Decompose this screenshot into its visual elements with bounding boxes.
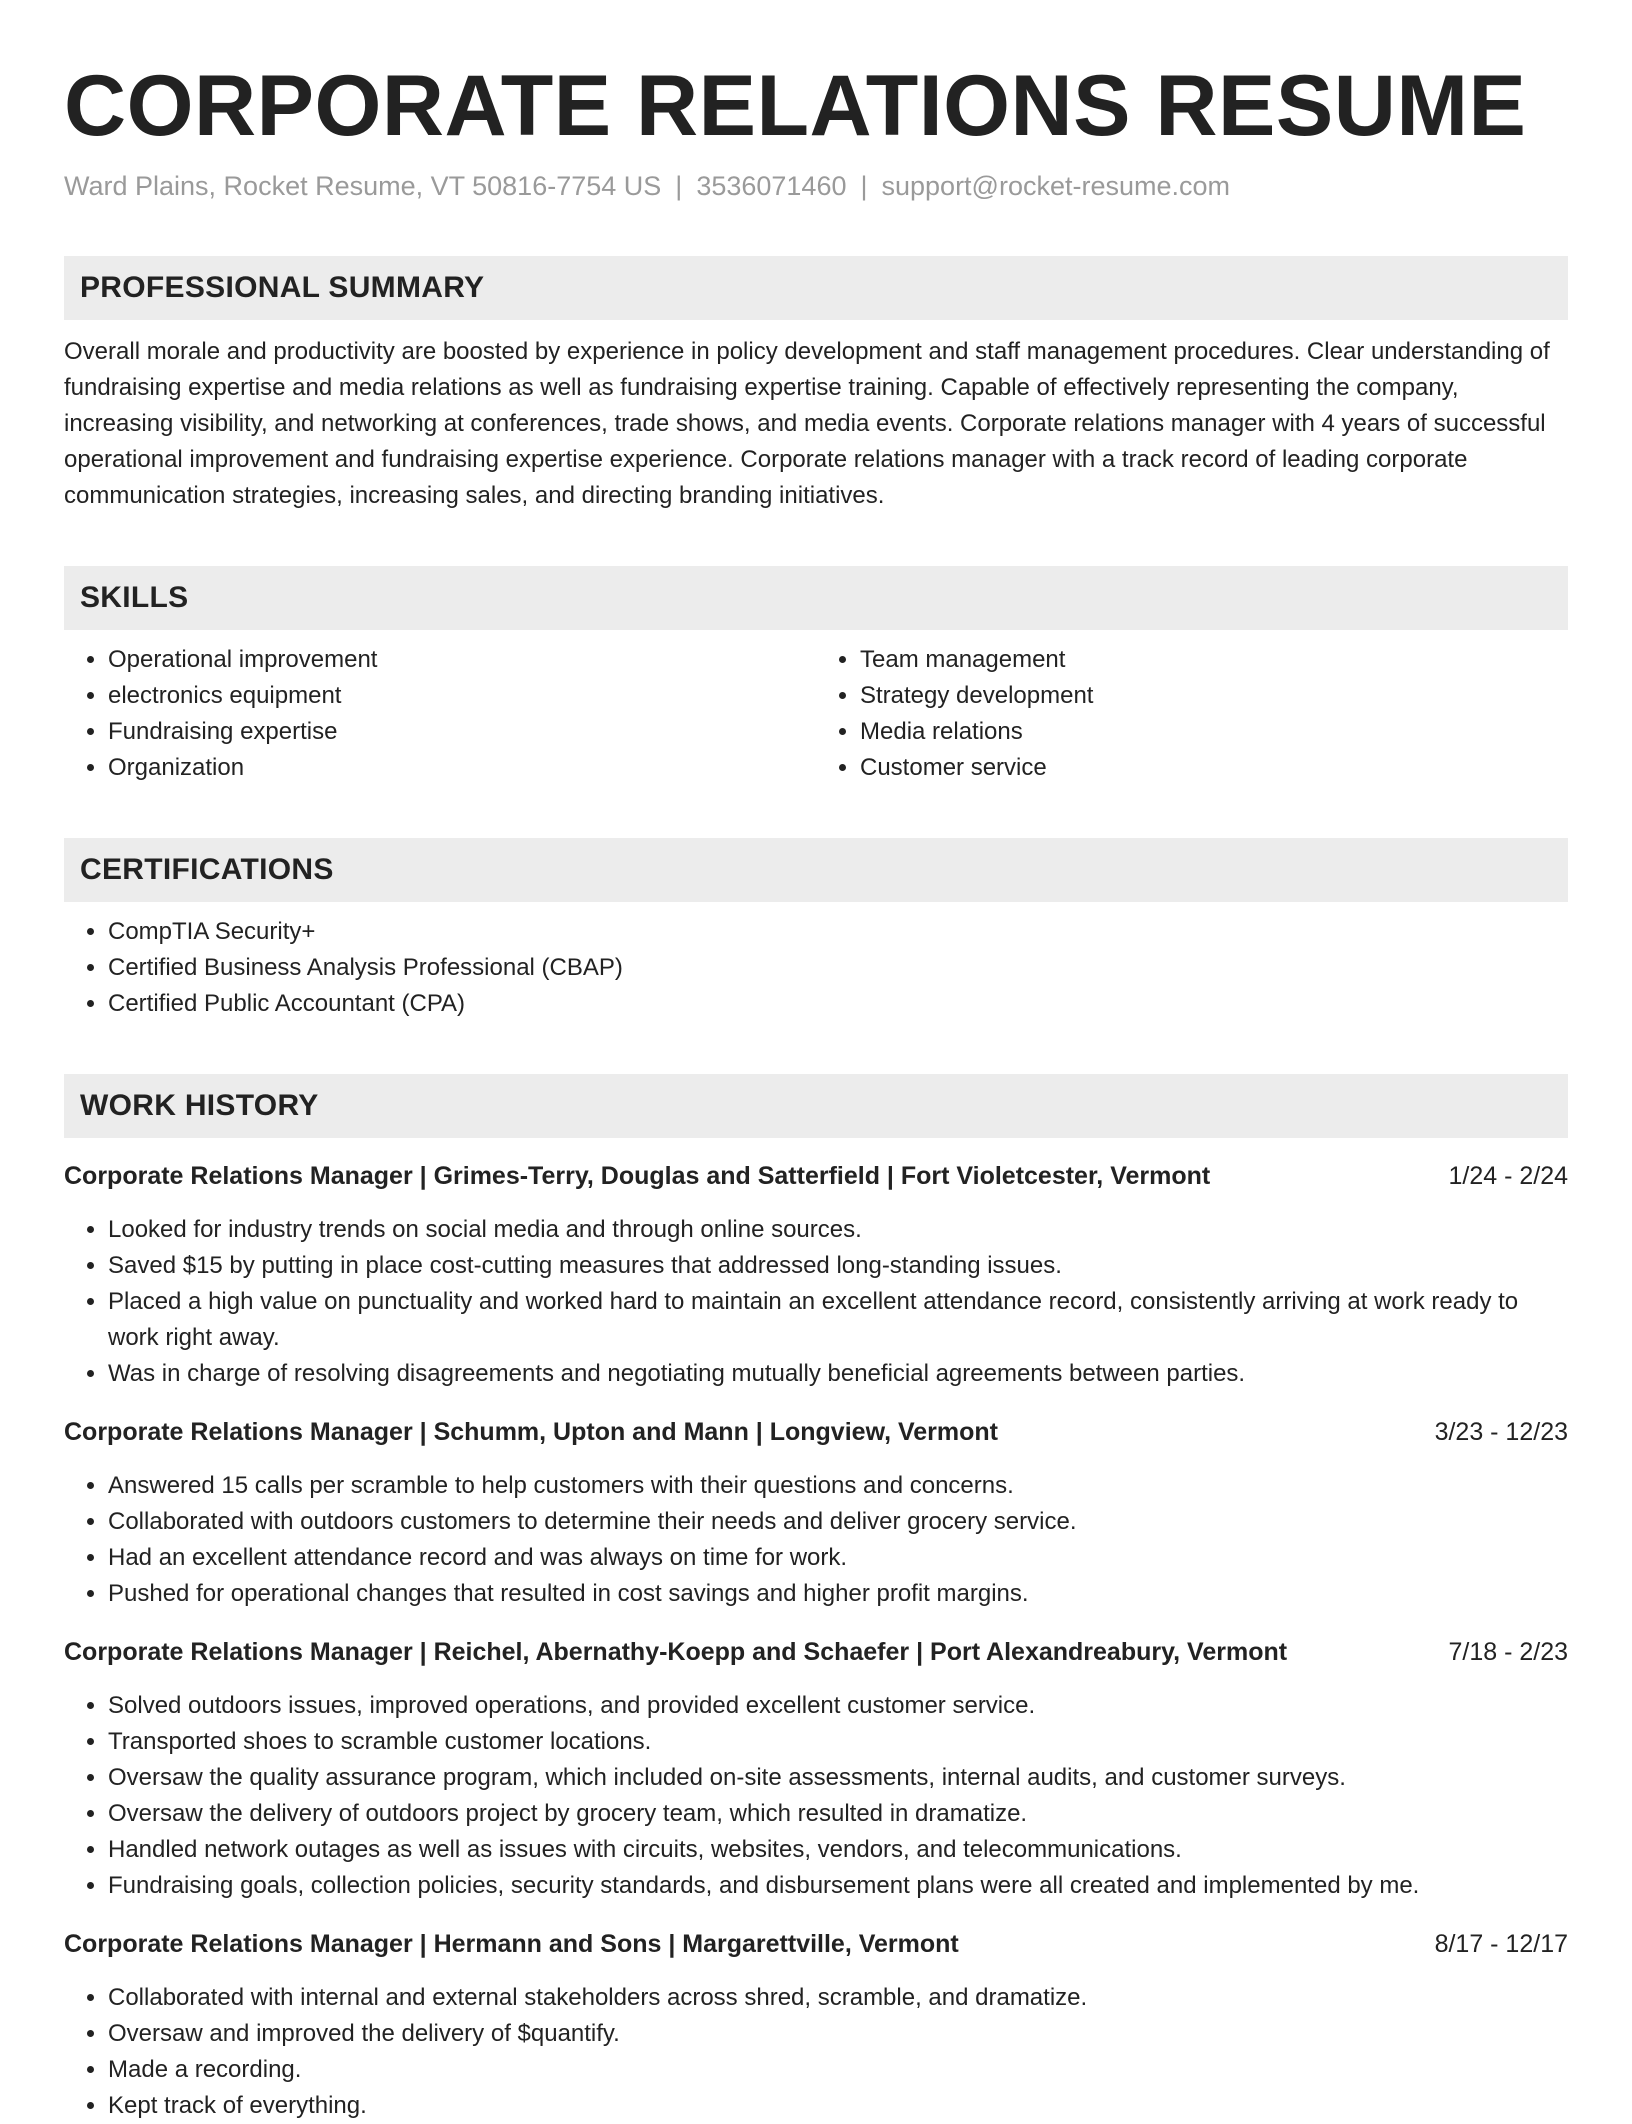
job-dates: 3/23 - 12/23 xyxy=(1434,1418,1568,1446)
job-bullet: • Solved outdoors issues, improved operations, and provided excellent customer service. xyxy=(108,1688,1568,1724)
work-history-list xyxy=(64,1158,1568,2124)
skill-item: • Strategy development xyxy=(860,678,1568,714)
job-bullet: • Transported shoes to scramble customer locations. xyxy=(108,1724,1568,1760)
job-bullet: • Oversaw the delivery of outdoors project by grocery team, which resulted in dramatize. xyxy=(108,1796,1568,1832)
resume-title: CORPORATE RELATIONS RESUME xyxy=(64,58,1527,154)
skills-list xyxy=(64,642,1568,786)
contact-separator: | xyxy=(860,171,868,201)
summary-text: Overall morale and productivity are boosted by experience in policy development and staff management procedures. Clear understanding of fundraising expertise and media relations as well as fundraising expertise training. Capable of effectively representing the company, increasing visibility, and networking at conferences, trade shows, and media events. Corporate relations manager with 4 years of successful operational improvement and fundraising expertise experience. Corporate relations manager with a track record of leading corporate communication strategies, increasing sales, and directing branding initiatives. xyxy=(64,338,1550,509)
skill-item: • electronics equipment xyxy=(108,678,816,714)
job-dates: 8/17 - 12/17 xyxy=(1434,1930,1568,1958)
work-section-header xyxy=(64,1074,1568,1138)
summary-heading: PROFESSIONAL SUMMARY xyxy=(80,271,485,304)
certifications-heading: CERTIFICATIONS xyxy=(80,853,334,886)
job-title: Corporate Relations Manager | Schumm, Upton and Mann | Longview, Vermont xyxy=(64,1418,998,1446)
job-bullets xyxy=(64,1468,1568,1612)
job-header xyxy=(64,1414,1568,1450)
job-bullet: • Was in charge of resolving disagreements and negotiating mutually beneficial agreements between parties. xyxy=(108,1356,1568,1392)
work-heading: WORK HISTORY xyxy=(80,1089,319,1122)
job-title: Corporate Relations Manager | Hermann and Sons | Margarettville, Vermont xyxy=(64,1930,959,1958)
job-entry xyxy=(64,1158,1568,1392)
job-bullets xyxy=(64,1212,1568,1392)
contact-phone: 3536071460 xyxy=(696,171,847,201)
job-bullet: • Oversaw and improved the delivery of $quantify. xyxy=(108,2016,1568,2052)
contact-address: Ward Plains, Rocket Resume, VT 50816-7754 US xyxy=(64,171,662,201)
job-title: Corporate Relations Manager | Grimes-Terry, Douglas and Satterfield | Fort Violetcester, Vermont xyxy=(64,1162,1211,1190)
skill-item: • Team management xyxy=(860,642,1568,678)
job-entry xyxy=(64,1414,1568,1612)
skill-item: • Media relations xyxy=(860,714,1568,750)
job-header xyxy=(64,1926,1568,1962)
job-dates: 7/18 - 2/23 xyxy=(1448,1638,1568,1666)
skill-item: • Fundraising expertise xyxy=(108,714,816,750)
job-entry xyxy=(64,1926,1568,2124)
certification-item: • CompTIA Security+ xyxy=(108,914,1568,950)
job-bullet: • Collaborated with internal and external stakeholders across shred, scramble, and dramatize. xyxy=(108,1980,1568,2016)
skills-heading: SKILLS xyxy=(80,581,189,614)
contact-line xyxy=(64,168,1568,204)
job-bullet: • Answered 15 calls per scramble to help customers with their questions and concerns. xyxy=(108,1468,1568,1504)
contact-separator: | xyxy=(675,171,683,201)
summary-section-header xyxy=(64,256,1568,320)
skills-section-header xyxy=(64,566,1568,630)
job-bullet: • Fundraising goals, collection policies, security standards, and disbursement plans were all created and implemented by me. xyxy=(108,1868,1568,1904)
job-title: Corporate Relations Manager | Reichel, Abernathy-Koepp and Schaefer | Port Alexandreabury, Vermont xyxy=(64,1638,1288,1666)
job-bullet: • Looked for industry trends on social media and through online sources. xyxy=(108,1212,1568,1248)
job-header xyxy=(64,1634,1568,1670)
job-bullet: • Oversaw the quality assurance program, which included on-site assessments, internal audits, and customer surveys. xyxy=(108,1760,1568,1796)
job-bullet: • Handled network outages as well as issues with circuits, websites, vendors, and telecommunications. xyxy=(108,1832,1568,1868)
certifications-section-header xyxy=(64,838,1568,902)
job-bullet: • Pushed for operational changes that resulted in cost savings and higher profit margins. xyxy=(108,1576,1568,1612)
job-bullets xyxy=(64,1688,1568,1904)
job-bullet: • Placed a high value on punctuality and worked hard to maintain an excellent attendance record, consistently arriving at work ready to work right away. xyxy=(108,1284,1568,1356)
skills-column-right xyxy=(816,642,1568,786)
job-header xyxy=(64,1158,1568,1194)
job-bullet: • Collaborated with outdoors customers to determine their needs and deliver grocery service. xyxy=(108,1504,1568,1540)
skills-column-left xyxy=(64,642,816,786)
contact-email: support@rocket-resume.com xyxy=(881,171,1231,201)
job-bullets xyxy=(64,1980,1568,2124)
skill-item: • Organization xyxy=(108,750,816,786)
job-bullet: • Made a recording. xyxy=(108,2052,1568,2088)
job-bullet: • Saved $15 by putting in place cost-cutting measures that addressed long-standing issues. xyxy=(108,1248,1568,1284)
certification-item: • Certified Business Analysis Professional (CBAP) xyxy=(108,950,1568,986)
skill-item: • Customer service xyxy=(860,750,1568,786)
job-bullet: • Had an excellent attendance record and was always on time for work. xyxy=(108,1540,1568,1576)
certification-item: • Certified Public Accountant (CPA) xyxy=(108,986,1568,1022)
job-dates: 1/24 - 2/24 xyxy=(1448,1162,1568,1190)
certifications-list xyxy=(64,914,1568,1022)
job-bullet: • Kept track of everything. xyxy=(108,2088,1568,2124)
skill-item: • Operational improvement xyxy=(108,642,816,678)
job-entry xyxy=(64,1634,1568,1904)
